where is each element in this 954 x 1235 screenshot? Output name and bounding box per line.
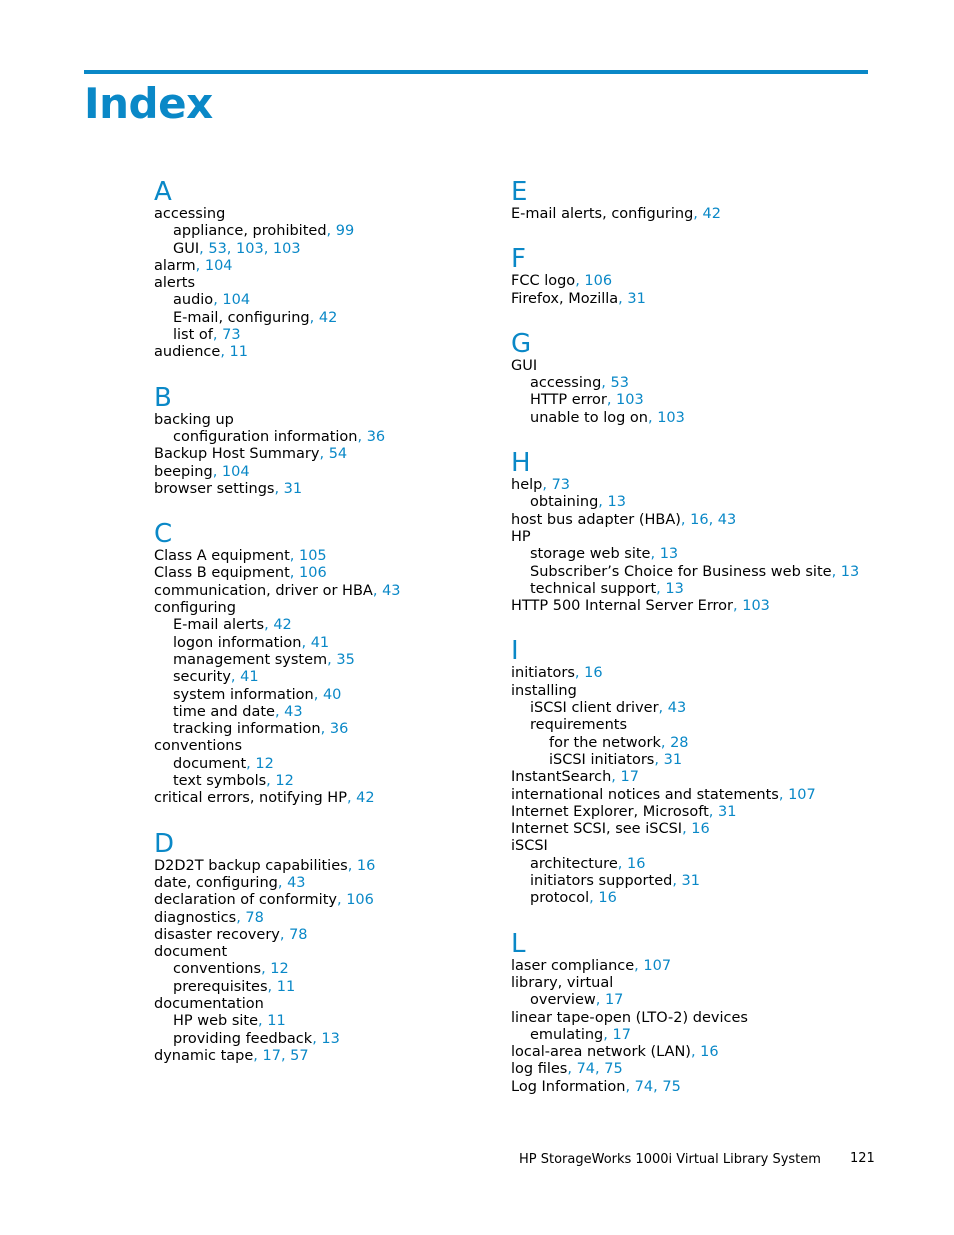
index-entry: for the network, 28 [549,734,689,751]
index-entry: text symbols, 12 [173,773,294,790]
index-term: linear tape-open (LTO-2) devices [511,1009,748,1026]
index-term: iSCSI initiators [549,751,655,768]
section-letter: A [154,177,172,207]
index-entry: host bus adapter (HBA), 16, 43 [511,511,737,528]
page-reference-link[interactable]: 103 [657,409,685,426]
index-entry: obtaining, 13 [530,494,626,511]
index-term: technical support [530,580,657,597]
index-term: InstantSearch [511,769,612,786]
index-section-b [154,384,524,498]
index-term: FCC logo [511,273,576,290]
page-reference-link[interactable]: 17 [620,769,639,786]
index-entry: D2D2T backup capabilities, 16 [154,857,376,874]
index-entry: providing feedback, 13 [173,1030,340,1047]
page-reference-link[interactable]: 13 [665,580,684,597]
section-letter: L [511,928,526,959]
index-entry [511,717,881,734]
index-entry: alarm, 104 [154,257,233,274]
index-entry: list of, 73 [173,327,241,344]
index-term: diagnostics [154,909,237,926]
page-reference-link[interactable]: 16 [626,855,646,872]
index-entry: storage web site, 13 [530,546,679,563]
page-reference-link[interactable]: 17, 57 [262,1047,309,1064]
index-section-e [511,178,881,223]
page-reference-link[interactable]: 11 [267,1013,286,1030]
index-term: log files [511,1061,568,1078]
page-reference-link[interactable]: 43 [287,874,306,891]
index-entry: tracking information, 36 [173,721,349,738]
section-letter: C [154,519,173,550]
page-reference-link[interactable]: 42 [356,790,375,807]
index-column-right [511,178,881,1118]
index-section-l [511,930,881,1096]
index-term: text symbols [173,773,267,790]
index-entry: document, 12 [173,755,274,772]
index-term: list of [173,327,213,344]
index-term: protocol [530,890,590,907]
index-section-g [511,330,881,427]
page-reference-link[interactable]: 74, 75 [576,1061,623,1078]
index-entry: Subscriber’s Choice for Business web site, 13 [530,563,860,580]
index-term: declaration of conformity [154,892,337,909]
page-reference-link[interactable]: 13 [659,546,679,563]
index-entry [511,975,881,992]
index-term: disaster recovery [154,926,280,943]
index-entry: HTTP 500 Internal Server Error, 103 [511,598,770,615]
index-term: documentation [154,995,264,1012]
index-term: appliance, prohibited [173,223,327,240]
page-reference-link[interactable]: 12 [255,755,274,772]
index-term: beeping [154,463,213,480]
index-term: obtaining [530,494,599,511]
page-reference-link[interactable]: 35 [336,651,355,668]
index-entry: overview, 17 [530,992,624,1009]
page-reference-link[interactable]: 17 [604,992,624,1009]
index-entry: conventions, 12 [173,961,289,978]
page-reference-link[interactable]: 13 [321,1030,340,1047]
page-reference-link[interactable]: 73 [222,327,241,344]
page-reference-link[interactable]: 104 [222,292,251,309]
page-reference-link[interactable]: 105 [298,548,327,565]
page-reference-link[interactable]: 103 [742,598,770,615]
index-entry: HP web site, 11 [173,1013,286,1030]
index-entry: protocol, 16 [530,890,617,907]
index-entry: emulating, 17 [530,1026,631,1043]
page-reference-link[interactable]: 31 [681,873,700,890]
page-reference-link[interactable]: 78 [289,926,308,943]
index-entry: audio, 104 [173,292,251,309]
page-reference-link[interactable]: 12 [275,773,294,790]
index-entry: prerequisites, 11 [173,978,296,995]
page-reference-link[interactable]: 53 [610,375,629,392]
index-term: GUI [173,240,200,257]
index-term: system information [173,686,314,703]
index-entry: iSCSI initiators, 31 [549,751,683,768]
index-term: Firefox, Mozilla [511,290,619,307]
page-reference-link[interactable]: 43 [382,582,401,599]
index-entry: dynamic tape, 17, 57 [154,1047,309,1064]
page-reference-link[interactable]: 74, 75 [634,1078,681,1095]
page-reference-link[interactable]: 42 [273,617,292,634]
page-reference-link[interactable]: 107 [788,786,816,803]
page-reference-link[interactable]: 99 [335,223,355,240]
page-title: Index [84,79,213,128]
page-reference-link[interactable]: 42 [702,206,721,222]
page-reference-link[interactable]: 16 [691,821,710,838]
index-term: logon information [173,634,302,651]
index-term: HTTP 500 Internal Server Error [511,598,733,615]
index-term: document [154,944,228,961]
index-term: storage web site [530,546,651,563]
index-section-h [511,449,881,615]
page-number: 121 [850,1151,875,1166]
index-term: laser compliance [511,957,635,974]
index-section-d [154,830,524,1066]
index-entry: InstantSearch, 17 [511,769,639,786]
index-entry: laser compliance, 107 [511,957,672,974]
index-entry: E-mail alerts, 42 [173,617,292,634]
index-term: prerequisites [173,978,268,995]
index-term: host bus adapter (HBA) [511,511,681,528]
index-entry: browser settings, 31 [154,480,303,497]
index-entry: accessing, 53 [530,375,629,392]
page-reference-link[interactable]: 78 [245,909,264,926]
index-entry: security, 41 [173,669,259,686]
index-entry: initiators, 16 [511,665,603,682]
index-entry [154,206,524,223]
index-term: emulating [530,1026,604,1043]
index-term: Log Information [511,1078,626,1095]
section-letter: G [511,328,532,359]
index-term: international notices and statements [511,786,779,803]
index-term: GUI [511,357,538,374]
page-reference-link[interactable]: 12 [270,961,289,978]
page-reference-link[interactable]: 13 [840,563,860,580]
index-entry: system information, 40 [173,686,342,703]
page-reference-link[interactable]: 106 [346,892,374,909]
index-term: date, configuring [154,874,278,891]
index-term: configuring [154,600,236,617]
index-entry: technical support, 13 [530,580,684,597]
index-entry [154,412,524,429]
index-entry: time and date, 43 [173,703,303,720]
page-reference-link[interactable]: 31 [663,751,683,768]
section-letter: H [511,448,531,479]
index-entry: FCC logo, 106 [511,273,613,290]
page-reference-link[interactable]: 53, 103, 103 [208,240,301,257]
index-entry: appliance, prohibited, 99 [173,223,355,240]
page-reference-link[interactable]: 31 [627,290,646,307]
index-entry: critical errors, notifying HP, 42 [154,790,375,807]
index-entry: configuration information, 36 [173,428,386,445]
index-entry: E-mail alerts, configuring, 42 [511,206,721,222]
index-entry: beeping, 104 [154,463,250,480]
page-reference-link[interactable]: 41 [240,669,259,686]
index-term: dynamic tape [154,1047,254,1064]
index-term: accessing [530,375,602,392]
index-entry: help, 73 [511,477,571,494]
footer-product-name: HP StorageWorks 1000i Virtual Library System [519,1152,821,1167]
index-entry: diagnostics, 78 [154,909,264,926]
index-entry [154,600,524,617]
index-term: conventions [154,738,243,755]
index-term: E-mail alerts [173,617,265,634]
index-term: accessing [154,206,226,222]
index-entry [511,683,881,700]
page-reference-link[interactable]: 16 [584,665,603,682]
index-term: for the network [549,734,661,751]
page-reference-link[interactable]: 28 [670,734,689,751]
index-term: backing up [154,411,234,428]
index-term: Internet Explorer, Microsoft [511,803,709,820]
index-term: Internet SCSI, see iSCSI [511,821,683,838]
page-reference-link[interactable]: 106 [299,565,327,582]
section-letter: B [154,382,172,413]
index-entry: international notices and statements, 107 [511,786,816,803]
index-entry: E-mail, configuring, 42 [173,309,338,326]
index-term: initiators [511,665,575,682]
index-term: Class B equipment [154,565,290,582]
page-reference-link[interactable]: 16 [356,857,376,874]
index-entry: Class B equipment, 106 [154,565,327,582]
index-column-left [154,178,524,1087]
index-term: Class A equipment [154,548,290,565]
index-term: security [173,669,231,686]
index-term: installing [511,682,577,699]
index-term: help [511,477,543,494]
index-entry [154,275,524,292]
index-term: management system [173,651,328,668]
index-section-c [154,520,524,807]
index-term: critical errors, notifying HP [154,790,347,807]
page-reference-link[interactable]: 16, 43 [690,511,737,528]
section-letter: I [511,636,519,667]
index-term: Backup Host Summary [154,446,320,463]
index-term: architecture [530,855,618,872]
index-term: audio [173,292,214,309]
section-letter: D [154,828,175,859]
page-reference-link[interactable]: 104 [204,257,233,274]
index-section-a [154,178,524,362]
index-term: local-area network (LAN) [511,1044,691,1061]
index-term: HTTP error [530,392,607,409]
index-term: alerts [154,275,196,292]
page-reference-link[interactable]: 16 [700,1044,719,1061]
index-entry: Log Information, 74, 75 [511,1078,681,1095]
page-reference-link[interactable]: 54 [328,446,348,463]
page-reference-link[interactable]: 11 [276,978,296,995]
section-letter: F [511,244,526,275]
page-reference-link[interactable]: 106 [584,273,613,290]
page-reference-link[interactable]: 43 [667,700,687,717]
page-reference-link[interactable]: 31 [717,803,737,820]
index-term: browser settings [154,480,275,497]
index-entry: log files, 74, 75 [511,1061,623,1078]
index-entry: Class A equipment, 105 [154,548,327,565]
index-term: communication, driver or HBA [154,582,373,599]
index-entry: management system, 35 [173,651,355,668]
index-entry [511,529,881,546]
index-term: configuration information [173,428,358,445]
index-term: requirements [530,717,628,734]
index-entry: audience, 11 [154,344,248,361]
index-term: unable to log on [530,409,648,426]
index-term: providing feedback [173,1030,313,1047]
index-entry: Internet Explorer, Microsoft, 31 [511,803,737,820]
page-reference-link[interactable]: 41 [310,634,330,651]
index-entry: communication, driver or HBA, 43 [154,582,401,599]
index-term: iSCSI client driver [530,700,659,717]
index-term: iSCSI [511,838,548,855]
index-entry: iSCSI client driver, 43 [530,700,687,717]
page-reference-link[interactable]: 13 [607,494,626,511]
index-term: conventions [173,961,262,978]
index-term: E-mail alerts, configuring [511,206,694,222]
index-entry: date, configuring, 43 [154,874,306,891]
index-entry [154,944,524,961]
index-term: overview [530,992,596,1009]
header-rule [84,70,868,74]
index-entry: declaration of conformity, 106 [154,892,374,909]
index-term: time and date [173,703,275,720]
index-term: initiators supported [530,873,673,890]
page-reference-link[interactable]: 103 [616,392,644,409]
index-entry [511,838,881,855]
page-reference-link[interactable]: 17 [612,1026,631,1043]
index-term: document [173,755,247,772]
index-term: tracking information [173,721,321,738]
page-reference-link[interactable]: 16 [598,890,617,907]
page-reference-link[interactable]: 36 [329,721,349,738]
page-reference-link[interactable]: 42 [318,309,338,326]
index-entry: HTTP error, 103 [530,392,644,409]
index-entry: Firefox, Mozilla, 31 [511,290,646,307]
index-term: D2D2T backup capabilities [154,857,348,874]
index-entry: disaster recovery, 78 [154,926,308,943]
index-entry [154,738,524,755]
index-term: E-mail, configuring [173,309,310,326]
index-section-f [511,245,881,308]
index-entry: initiators supported, 31 [530,873,700,890]
index-term: alarm [154,257,196,274]
index-term: Subscriber’s Choice for Business web site [530,563,832,580]
index-entry: unable to log on, 103 [530,409,685,426]
index-term: library, virtual [511,974,614,991]
index-entry: Internet SCSI, see iSCSI, 16 [511,821,710,838]
index-term: HP web site [173,1013,259,1030]
index-entry: logon information, 41 [173,634,330,651]
page-reference-link[interactable]: 40 [322,686,342,703]
index-entry: GUI, 53, 103, 103 [173,240,301,257]
index-entry: Backup Host Summary, 54 [154,446,348,463]
index-entry: local-area network (LAN), 16 [511,1044,719,1061]
page-reference-link[interactable]: 73 [551,477,571,494]
index-entry [511,358,881,375]
page-reference-link[interactable]: 31 [283,480,303,497]
page-reference-link[interactable]: 107 [643,957,672,974]
section-letter: E [511,177,528,207]
index-section-i [511,637,881,907]
index-entry [511,1010,881,1027]
index-entry: architecture, 16 [530,855,646,872]
page-reference-link[interactable]: 104 [221,463,250,480]
page-reference-link[interactable]: 36 [366,428,386,445]
index-entry [154,996,524,1013]
page-reference-link[interactable]: 43 [284,703,303,720]
index-term: audience [154,344,221,361]
page-reference-link[interactable]: 11 [229,344,248,361]
index-term: HP [511,528,531,545]
